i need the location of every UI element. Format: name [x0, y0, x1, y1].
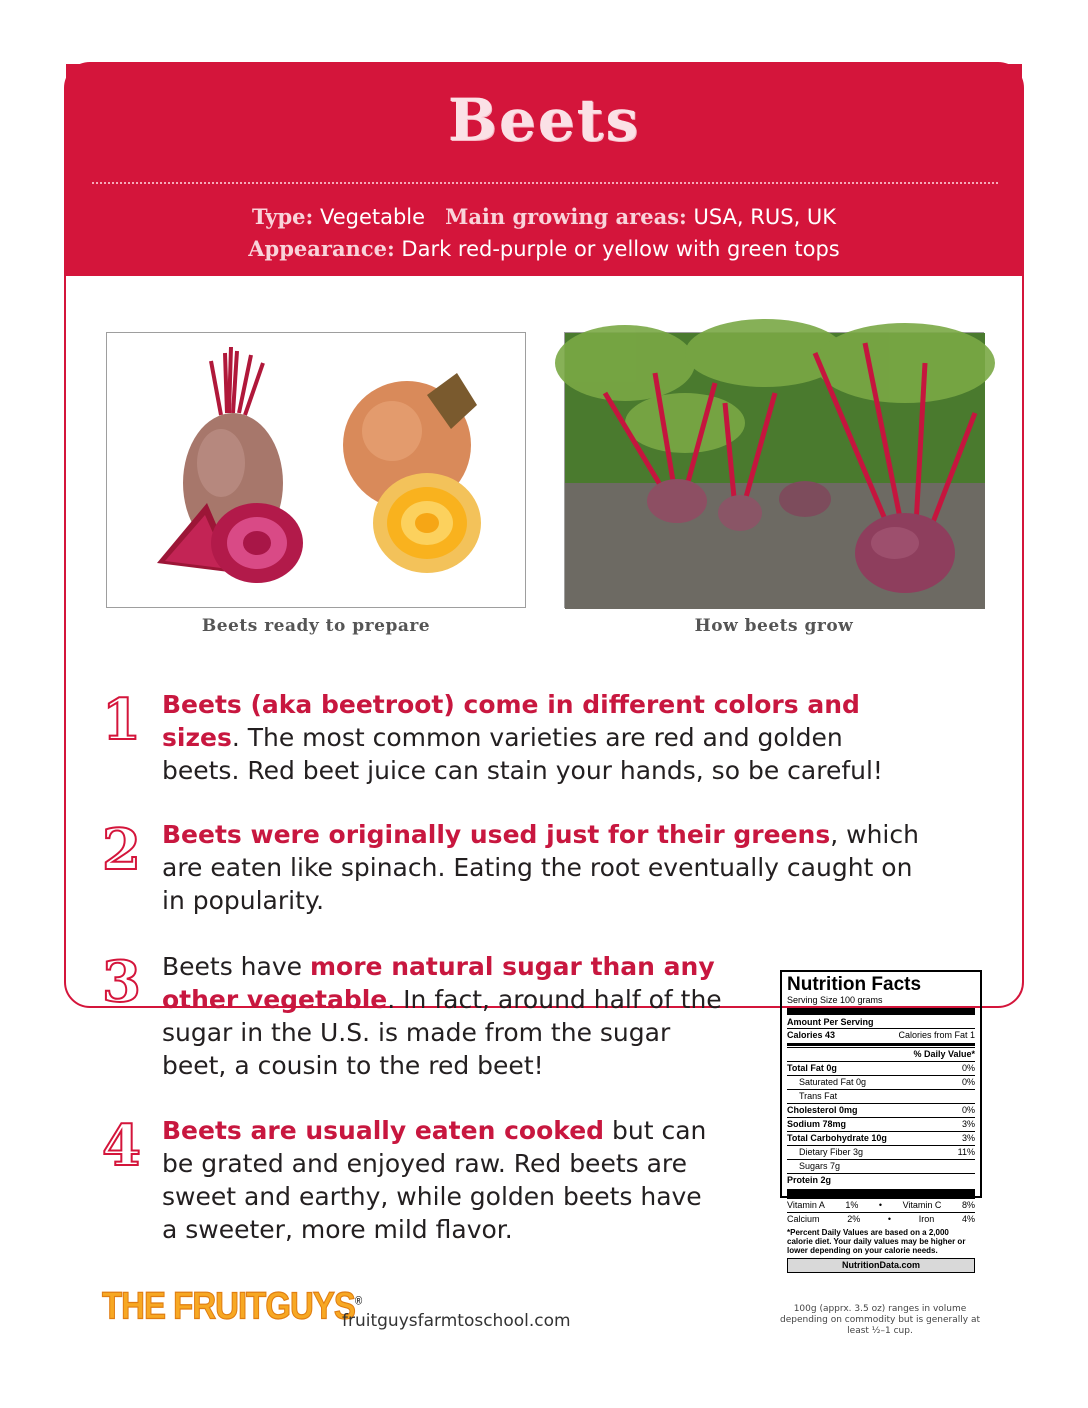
nutrient-label: Dietary Fiber 3g: [799, 1147, 864, 1157]
thick-rule: [787, 1008, 975, 1015]
dv-header: % Daily Value*: [913, 1049, 975, 1059]
nutrient-value: 0%: [961, 1077, 975, 1087]
page-title: Beets: [447, 86, 641, 154]
nutrient-value: 3%: [961, 1133, 975, 1143]
nutrition-title: Nutrition Facts: [787, 974, 922, 995]
caption-growing: How beets grow: [694, 616, 854, 636]
dv-footnote: *Percent Daily Values are based on a 2,000 calorie diet. Your daily values may be higher or lower depending on your calorie needs.: [787, 1228, 966, 1255]
nutrient-value: 0%: [961, 1063, 975, 1073]
beets-prepared-illustration: [107, 333, 527, 609]
bullet: •: [878, 1200, 883, 1210]
fact-3-highlight: more natural sugar than any other vegetable: [162, 952, 715, 1014]
areas-label: Main growing areas:: [445, 204, 687, 229]
nutrient-row: [787, 1117, 975, 1131]
nutrient-row: [787, 1089, 975, 1103]
nutrient-value: 3%: [961, 1119, 975, 1129]
nutrient-row: [787, 1075, 975, 1089]
nutrient-label: Total Carbohydrate 10g: [787, 1133, 887, 1143]
amount-per-serving: Amount Per Serving: [787, 1017, 874, 1027]
fact-3: [162, 950, 722, 1082]
vitamin-c-value: 8%: [961, 1200, 975, 1210]
nutrient-row: [787, 1145, 975, 1159]
vitamin-a: Vitamin A: [787, 1200, 825, 1210]
nutrient-rows: [787, 1061, 975, 1187]
fact-3-pre: Beets have: [162, 952, 310, 981]
type-label: Type:: [251, 204, 314, 229]
fruitguys-logo: [102, 1284, 361, 1328]
dotted-divider: [92, 182, 998, 184]
fact-2-text: , which are eaten like spinach. Eating the root eventually caught on in popularity.: [162, 820, 919, 915]
fact-1: [162, 688, 922, 787]
nutrient-label: Cholesterol 0mg: [787, 1105, 858, 1115]
nutrition-facts-label: [780, 970, 982, 1270]
vitamin-a-value: 1%: [845, 1200, 859, 1210]
nutrient-label: Sugars 7g: [799, 1161, 841, 1171]
nutrient-label: Protein 2g: [787, 1175, 832, 1185]
appearance-value: Dark red-purple or yellow with green tops: [401, 237, 840, 261]
areas-value: USA, RUS, UK: [693, 205, 837, 229]
thick-rule: [787, 1189, 975, 1196]
iron: Iron: [918, 1214, 935, 1224]
fact-2-highlight: Beets were originally used just for their greens: [162, 820, 831, 849]
nutrient-label: Total Fat 0g: [787, 1063, 837, 1073]
medium-rule: [787, 1043, 975, 1046]
fact-4-text: but can be grated and enjoyed raw. Red beets are sweet and earthy, while golden beets have a sweeter, more mild flavor.: [162, 1116, 707, 1244]
calcium: Calcium: [787, 1214, 820, 1224]
nutrient-row: [787, 1159, 975, 1173]
nutrient-value: 11%: [957, 1147, 975, 1157]
vitamin-c: Vitamin C: [902, 1200, 942, 1210]
fact-1-text: . The most common varieties are red and golden beets. Red beet juice can stain your hands, so be careful!: [162, 723, 883, 785]
dv-header-row: [787, 1047, 975, 1061]
fact-number-4: 4: [102, 1113, 141, 1179]
bullet: •: [887, 1214, 892, 1224]
nutrient-row: [787, 1173, 975, 1187]
type-value: Vegetable: [319, 205, 426, 229]
meta-line-appearance: [66, 236, 1022, 261]
nutrition-source: NutritionData.com: [787, 1258, 975, 1273]
fact-number-3: 3: [102, 949, 141, 1015]
nutrition-note: 100g (apprx. 3.5 oz) ranges in volume depending on commodity but is generally at least ½–1 cup.: [780, 1304, 980, 1336]
mineral-row: [787, 1212, 975, 1226]
registered-mark: ®: [354, 1295, 362, 1309]
nutrient-label: Saturated Fat 0g: [799, 1077, 867, 1087]
meta-line-type: [66, 204, 1022, 229]
calcium-value: 2%: [847, 1214, 861, 1224]
nutrient-label: Trans Fat: [799, 1091, 838, 1101]
iron-value: 4%: [961, 1214, 975, 1224]
fact-number-1: 1: [102, 687, 141, 753]
fact-4-highlight: Beets are usually eaten cooked: [162, 1116, 605, 1145]
fact-3-text: . In fact, around half of the sugar in the U.S. is made from the sugar beet, a cousin to the red beet!: [162, 985, 722, 1080]
logo-text: THE FRUITGUYS: [102, 1284, 355, 1327]
nutrient-row: [787, 1061, 975, 1075]
beets-prepared-photo: [106, 332, 526, 608]
calories-row: [787, 1028, 975, 1042]
nutrient-row: [787, 1103, 975, 1117]
beets-growing-photo: [564, 332, 984, 608]
serving-size: Serving Size 100 grams: [787, 995, 883, 1005]
calories-from-fat: Calories from Fat 1: [898, 1030, 975, 1040]
fact-number-2: 2: [102, 817, 141, 883]
caption-prepared: Beets ready to prepare: [201, 616, 431, 636]
beets-growing-illustration: [565, 333, 985, 609]
vitamin-row: [787, 1198, 975, 1212]
fact-4: [162, 1114, 722, 1246]
header-banner: [66, 64, 1022, 276]
appearance-label: Appearance:: [248, 236, 395, 261]
website-link[interactable]: fruitguysfarmtoschool.com: [342, 1311, 571, 1331]
calories: Calories 43: [787, 1030, 836, 1040]
nutrient-value: 0%: [961, 1105, 975, 1115]
nutrient-row: [787, 1131, 975, 1145]
fact-2: [162, 818, 932, 917]
fact-1-highlight: Beets (aka beetroot) come in different colors and sizes: [162, 690, 860, 752]
nutrient-label: Sodium 78mg: [787, 1119, 847, 1129]
